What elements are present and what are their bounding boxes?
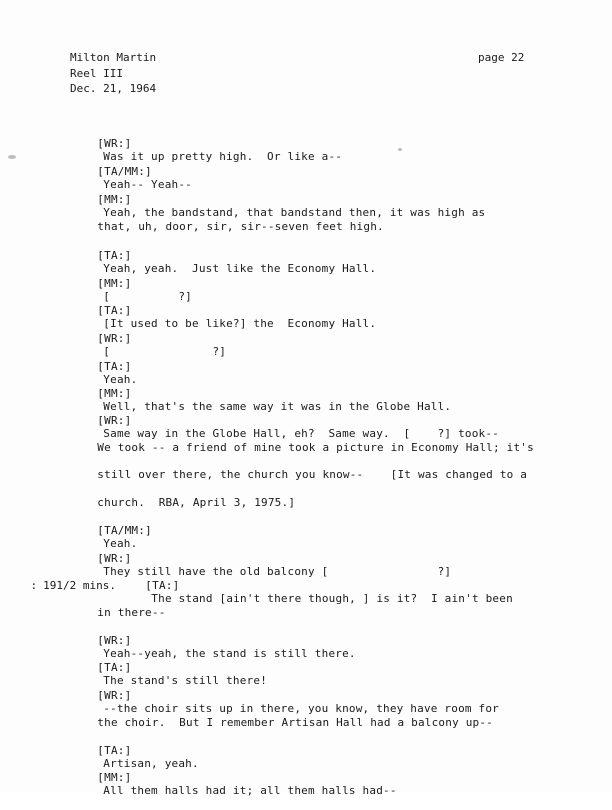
margin-timing-note: : 191/2 mins.: [30, 579, 116, 592]
line-text: the choir. But I remember Artisan Hall had a balcony up--: [97, 716, 494, 729]
line-text: Yeah-- Yeah--: [103, 178, 192, 191]
line-text: [It used to be like?] the Economy Hall.: [103, 317, 377, 330]
page-number: page 22: [478, 51, 525, 64]
speaker-label: [TA/MM:]: [97, 165, 152, 178]
speaker-label: [WR:]: [97, 552, 132, 565]
transcript-line: [118, 566, 513, 618]
speaker-label: [WR:]: [97, 689, 132, 702]
speaker-label: [MM:]: [97, 387, 132, 400]
line-text: [ ?]: [103, 345, 227, 358]
line-text: church. RBA, April 3, 1975.]: [97, 496, 296, 509]
speaker-label: [TA:]: [97, 661, 132, 674]
line-text: The stand's still there!: [103, 674, 268, 687]
speaker-label: [WR:]: [97, 634, 132, 647]
speaker-label: [MM:]: [97, 193, 132, 206]
line-text: All them halls had it; all them halls had--: [103, 784, 397, 797]
line-text: Yeah.: [103, 373, 138, 386]
speaker-label: [WR:]: [97, 332, 132, 345]
line-text: --the choir sits up in there, you know, they have room for: [103, 702, 500, 715]
line-text: Yeah--yeah, the stand is still there.: [103, 647, 356, 660]
paper-smudge: [8, 155, 16, 159]
speaker-label: [WR:]: [97, 414, 132, 427]
speaker-label: [TA:]: [145, 579, 180, 592]
line-text: Was it up pretty high. Or like a--: [103, 150, 343, 163]
speaker-label: [TA/MM:]: [97, 524, 152, 537]
line-text: in there--: [97, 606, 166, 619]
speaker-label: [TA:]: [97, 249, 132, 262]
line-text: Well, that's the same way it was in the Globe Hall.: [103, 400, 452, 413]
line-text: that, uh, door, sir, sir--seven feet high.: [97, 220, 384, 233]
header-reel: Reel III: [70, 67, 123, 80]
line-text: Same way in the Globe Hall, eh? Same way. [ ?] took--: [103, 427, 500, 440]
speaker-label: [WR:]: [97, 137, 132, 150]
transcript-line: [70, 758, 397, 810]
speaker-label: [TA:]: [97, 360, 132, 373]
speaker-label: [TA:]: [97, 304, 132, 317]
line-text: Yeah.: [103, 537, 138, 550]
speaker-label: [MM:]: [97, 277, 132, 290]
line-text: The stand [ain't there though, ] is it? I ain't been: [151, 592, 513, 605]
line-text: They still have the old balcony [ ?]: [103, 565, 452, 578]
header-name: Milton Martin: [70, 51, 157, 64]
line-text: [ ?]: [103, 290, 192, 303]
line-text: still over there, the church you know-- [It was changed to a: [97, 468, 528, 481]
line-text: Artisan, yeah.: [103, 757, 199, 770]
paper-smudge: [398, 148, 402, 151]
speaker-label: [MM:]: [97, 771, 132, 784]
line-text: We took -- a friend of mine took a picture in Economy Hall; it's: [97, 441, 534, 454]
speaker-label: [TA:]: [97, 744, 132, 757]
line-text: Yeah, the bandstand, that bandstand then, it was high as: [103, 206, 486, 219]
margin-note-text: 191/2 mins.: [43, 579, 116, 592]
line-text: Yeah, yeah. Just like the Economy Hall.: [103, 262, 377, 275]
header-date: Dec. 21, 1964: [70, 82, 157, 95]
